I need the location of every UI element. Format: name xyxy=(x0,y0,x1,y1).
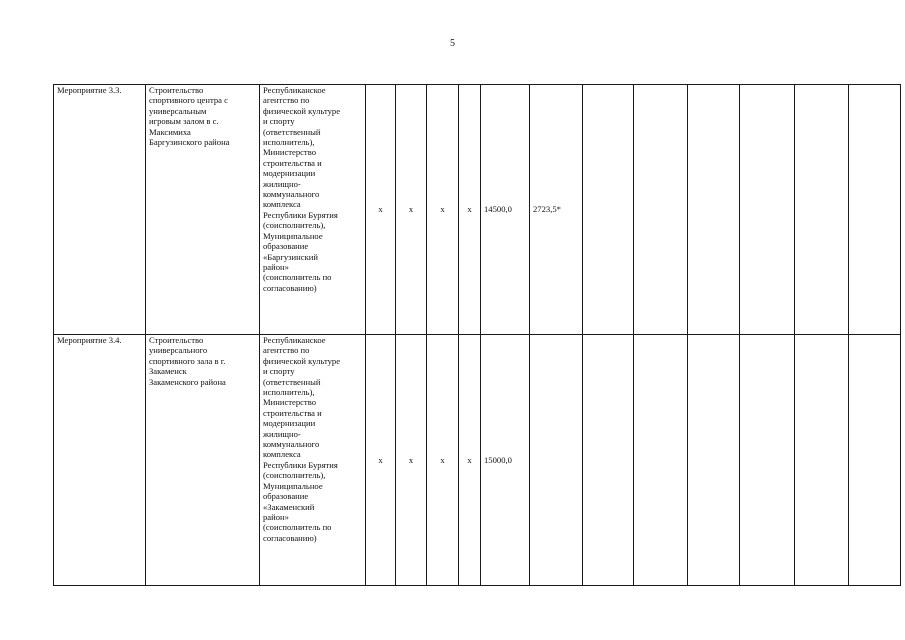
executor-line: модернизации xyxy=(263,418,316,429)
executor-line: «Баргузинский xyxy=(263,251,318,262)
event-name-line: универсальным xyxy=(149,105,207,116)
total-amount-cell: 15000,0 xyxy=(481,335,530,586)
executor-line: жилищно- xyxy=(263,428,301,439)
code-cell: х xyxy=(366,85,396,335)
empty-cell xyxy=(795,85,849,335)
executor-line: физической культуре xyxy=(263,355,341,366)
year-amount-cell xyxy=(530,335,583,586)
executor-line: (соисполнитель по xyxy=(263,272,332,283)
executor-line: (соисполнитель по xyxy=(263,522,332,533)
executor-line: комплекса xyxy=(263,449,301,460)
event-name-line: Строительство xyxy=(149,85,204,95)
executors-cell xyxy=(260,335,366,586)
executor-line: согласованию) xyxy=(263,282,317,293)
event-name-line: спортивного зала в г. xyxy=(149,355,226,366)
program-table xyxy=(53,84,905,586)
executor-line: образование xyxy=(263,491,309,502)
executor-line: согласованию) xyxy=(263,532,317,543)
executor-line: и спорту xyxy=(263,116,295,127)
executor-line: исполнитель), xyxy=(263,137,315,148)
empty-cell xyxy=(688,335,740,586)
executor-line: «Закаменский xyxy=(263,501,315,512)
table-row xyxy=(54,85,905,335)
executor-line: (соисполнитель), xyxy=(263,220,326,231)
executor-line: Министерство xyxy=(263,147,316,158)
empty-cell xyxy=(634,85,688,335)
executor-line: район» xyxy=(263,261,289,272)
executor-line: исполнитель), xyxy=(263,387,315,398)
executor-line: Муниципальное xyxy=(263,480,323,491)
executor-line: модернизации xyxy=(263,168,316,179)
event-name-cell xyxy=(146,85,260,335)
empty-cell xyxy=(688,85,740,335)
empty-cell xyxy=(849,335,901,586)
empty-cell xyxy=(795,335,849,586)
executor-line: агентство по xyxy=(263,95,310,106)
executor-line: Муниципальное xyxy=(263,230,323,241)
executor-line: район» xyxy=(263,511,289,522)
executor-line: (ответственный xyxy=(263,126,321,137)
executors-cell xyxy=(260,85,366,335)
executor-line: Министерство xyxy=(263,397,316,408)
executor-line: Республиканское xyxy=(263,335,326,345)
empty-cell xyxy=(634,335,688,586)
event-name-line: игровым залом в с. xyxy=(149,116,219,127)
executor-line: физической культуре xyxy=(263,105,341,116)
event-cell: Мероприятие 3.3. xyxy=(54,85,146,335)
executor-line: жилищно- xyxy=(263,178,301,189)
empty-cell xyxy=(583,85,634,335)
event-name-line: спортивного центра с xyxy=(149,95,228,106)
executor-line: комплекса xyxy=(263,199,301,210)
event-name-line: Максимиха xyxy=(149,126,191,137)
executor-line: Республики Бурятия xyxy=(263,459,338,470)
event-name-line: Закаменск xyxy=(149,366,187,377)
executor-line: (соисполнитель), xyxy=(263,470,326,481)
executor-line: и спорту xyxy=(263,366,295,377)
executor-line: Республики Бурятия xyxy=(263,209,338,220)
code-cell: х xyxy=(396,85,427,335)
code-cell: х xyxy=(396,335,427,586)
table-row xyxy=(54,335,905,586)
event-name-cell xyxy=(146,335,260,586)
executor-line: коммунального xyxy=(263,189,320,200)
executor-line: строительства и xyxy=(263,157,322,168)
executor-line: коммунального xyxy=(263,439,320,450)
total-amount-cell: 14500,0 xyxy=(481,85,530,335)
empty-cell xyxy=(740,335,795,586)
event-name-line: Баргузинского района xyxy=(149,137,230,148)
event-name-line: универсального xyxy=(149,345,208,356)
code-cell: х xyxy=(366,335,396,586)
code-cell: х xyxy=(459,85,481,335)
code-cell: х xyxy=(427,335,459,586)
executor-line: (ответственный xyxy=(263,376,321,387)
executor-line: образование xyxy=(263,241,309,252)
event-name-line: Закаменского района xyxy=(149,376,226,387)
executor-line: Республиканское xyxy=(263,85,326,95)
page-number: 5 xyxy=(450,38,455,49)
empty-cell xyxy=(849,85,901,335)
executor-line: строительства и xyxy=(263,407,322,418)
code-cell: х xyxy=(459,335,481,586)
empty-cell xyxy=(583,335,634,586)
event-cell: Мероприятие 3.4. xyxy=(54,335,146,586)
code-cell: х xyxy=(427,85,459,335)
event-name-line: Строительство xyxy=(149,335,204,345)
empty-cell xyxy=(740,85,795,335)
executor-line: агентство по xyxy=(263,345,310,356)
year-amount-cell: 2723,5* xyxy=(530,85,583,335)
